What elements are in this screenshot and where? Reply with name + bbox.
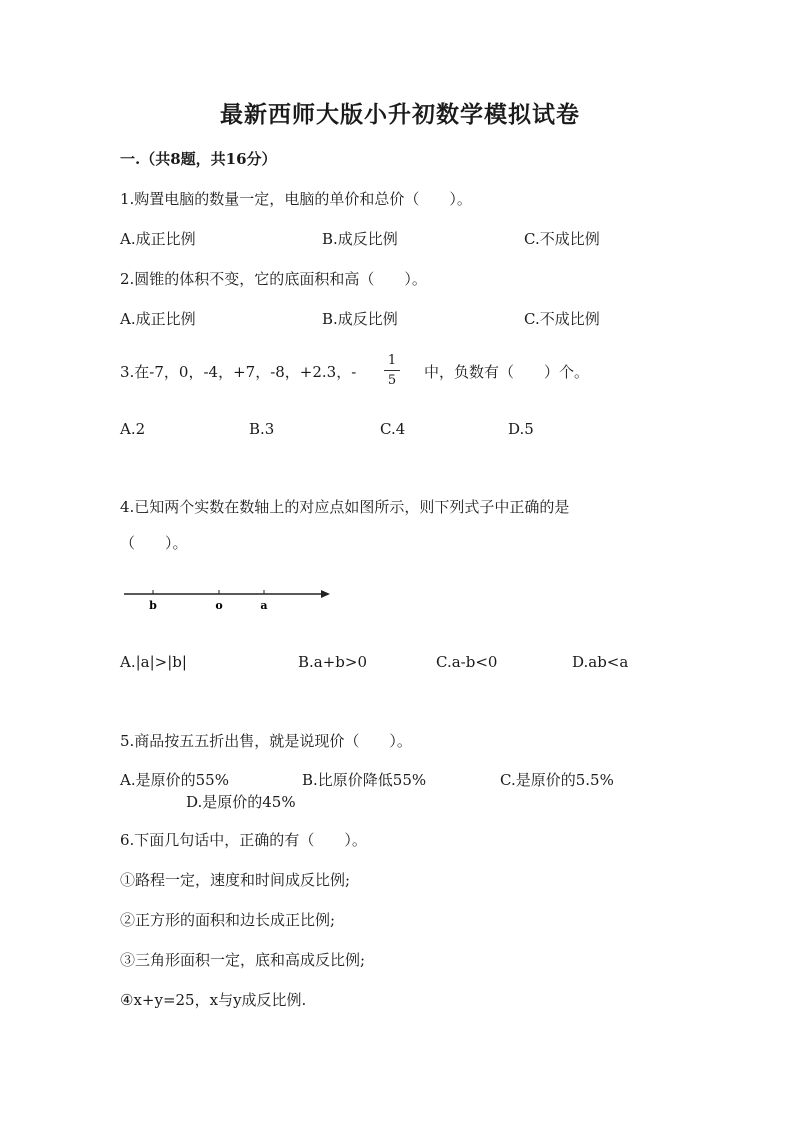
q3-option-a: A.2 <box>120 420 146 438</box>
q5-option-c: C.是原价的5.5% <box>500 771 614 789</box>
question-3-text-before: 3.在-7，0，-4，+7，-8，+2.3，- <box>120 363 357 381</box>
label-o: o <box>215 599 223 612</box>
q1-option-c: C.不成比例 <box>524 230 600 248</box>
question-6-text: 6.下面几句话中，正确的有（ ）。 <box>120 831 367 849</box>
question-4-text-line1: 4.已知两个实数在数轴上的对应点如图所示，则下列式子中正确的是 <box>120 498 570 516</box>
question-5-text: 5.商品按五五折出售，就是说现价（ ）。 <box>120 732 412 750</box>
q5-option-a: A.是原价的55% <box>120 771 229 789</box>
q4-option-b: B.a+b>0 <box>298 653 368 671</box>
q3-option-d: D.5 <box>508 420 534 438</box>
page-title: 最新西师大版小升初数学模拟试卷 <box>220 101 580 128</box>
question-3-text-after: 中，负数有（ ）个。 <box>424 363 590 381</box>
fraction-one-fifth <box>384 352 400 389</box>
number-line-arrow <box>321 590 330 598</box>
q3-option-b: B.3 <box>249 420 275 438</box>
q2-option-c: C.不成比例 <box>524 310 600 328</box>
q4-option-c: C.a-b<0 <box>436 653 498 671</box>
question-4-text-line2: （ ）。 <box>120 534 188 552</box>
q4-option-d: D.ab<a <box>572 653 629 671</box>
q6-statement-2: ②正方形的面积和边长成正比例; <box>120 911 336 929</box>
q1-option-b: B.成反比例 <box>322 230 398 248</box>
q5-option-d: D.是原价的45% <box>186 793 296 811</box>
section-heading: 一.（共8题，共16分） <box>120 150 277 168</box>
q4-option-a: A.|a|>|b| <box>120 653 187 671</box>
label-b: b <box>149 599 157 612</box>
q2-option-b: B.成反比例 <box>322 310 398 328</box>
q6-statement-3: ③三角形面积一定，底和高成反比例; <box>120 951 366 969</box>
label-a: a <box>260 599 268 612</box>
q6-statement-4: ④x+y=25，x与y成反比例. <box>120 991 307 1009</box>
q5-option-b: B.比原价降低55% <box>302 771 427 789</box>
q1-option-a: A.成正比例 <box>120 230 196 248</box>
fraction-numerator: 1 <box>384 352 400 371</box>
q6-statement-1: ①路程一定，速度和时间成反比例; <box>120 871 351 889</box>
number-line-diagram <box>120 580 340 616</box>
q3-option-c: C.4 <box>380 420 406 438</box>
fraction-denominator: 5 <box>387 373 397 388</box>
q2-option-a: A.成正比例 <box>120 310 196 328</box>
question-1-text: 1.购置电脑的数量一定，电脑的单价和总价（ ）。 <box>120 190 472 208</box>
question-2-text: 2.圆锥的体积不变，它的底面积和高（ ）。 <box>120 270 427 288</box>
